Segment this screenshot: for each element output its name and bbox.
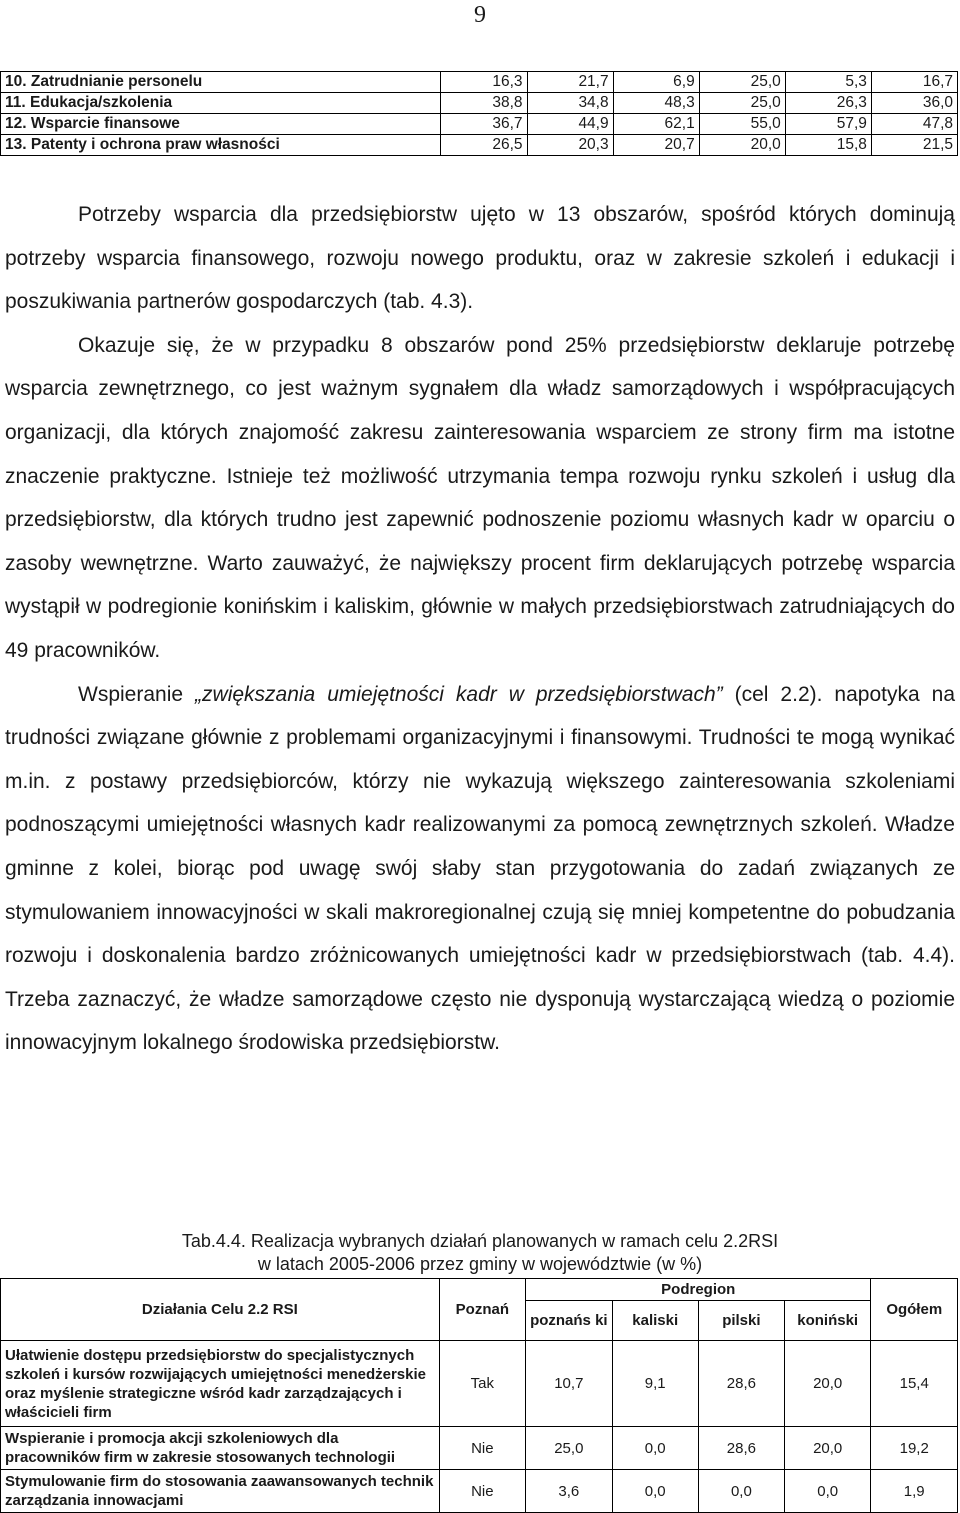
row-value: 36,0 — [871, 93, 957, 114]
poznan-value: Tak — [439, 1341, 525, 1427]
ogolem-value: 1,9 — [871, 1470, 958, 1513]
row-value: 34,8 — [527, 93, 613, 114]
page-number: 9 — [474, 2, 486, 28]
row-value: 48,3 — [613, 93, 699, 114]
table-caption — [0, 1230, 960, 1276]
paragraph-3-italic: „zwiększania umiejętności kadr w przedsiębiorstwach” — [195, 682, 723, 706]
header-sub-2: pilski — [698, 1301, 784, 1341]
top-table-row — [1, 93, 958, 114]
header-sub-1: kaliski — [612, 1301, 698, 1341]
row-value: 21,7 — [527, 72, 613, 93]
row-value: 21,5 — [871, 135, 957, 156]
header-sub-0: poznańs ki — [526, 1301, 613, 1341]
row-value: 44,9 — [527, 114, 613, 135]
row-value: 16,7 — [871, 72, 957, 93]
top-table — [0, 71, 958, 156]
row-value: 47,8 — [871, 114, 957, 135]
subregion-value: 28,6 — [698, 1341, 784, 1427]
row-value: 20,7 — [613, 135, 699, 156]
header-poznan: Poznań — [439, 1279, 525, 1341]
row-value: 15,8 — [785, 135, 871, 156]
ogolem-value: 15,4 — [871, 1341, 958, 1427]
row-value: 38,8 — [441, 93, 527, 114]
row-value: 57,9 — [785, 114, 871, 135]
subregion-value: 0,0 — [612, 1427, 698, 1470]
row-label: 10. Zatrudnianie personelu — [1, 72, 441, 93]
header-actions: Działania Celu 2.2 RSI — [1, 1279, 440, 1341]
subregion-value: 20,0 — [784, 1427, 871, 1470]
poznan-value: Nie — [439, 1470, 525, 1513]
row-value: 25,0 — [699, 93, 785, 114]
row-value: 16,3 — [441, 72, 527, 93]
action-label: Stymulowanie firm do stosowania zaawansowanych technik zarządzania innowacjami — [1, 1470, 440, 1513]
subregion-value: 0,0 — [612, 1470, 698, 1513]
subregion-value: 0,0 — [698, 1470, 784, 1513]
paragraph-1: Potrzeby wsparcia dla przedsiębiorstw ujęto w 13 obszarów, spośród których dominują potrzeby wsparcia finansowego, rozwoju nowego produktu, oraz w zakresie szkoleń i edukacji i poszukiwania partnerów gospodarczych (tab. 4.3). — [5, 203, 955, 314]
header-ogolem: Ogółem — [871, 1279, 958, 1341]
row-value: 20,0 — [699, 135, 785, 156]
caption-line-1: Tab.4.4. Realizacja wybranych działań planowanych w ramach celu 2.2RSI — [181, 1231, 779, 1251]
paragraph-3-start: Wspieranie — [78, 682, 196, 706]
subregion-value: 28,6 — [698, 1427, 784, 1470]
row-value: 62,1 — [613, 114, 699, 135]
header-sub-3: koniński — [784, 1301, 871, 1341]
poznan-value: Nie — [439, 1427, 525, 1470]
action-row — [1, 1341, 958, 1427]
row-label: 13. Patenty i ochrona praw własności — [1, 135, 441, 156]
subregion-value: 20,0 — [784, 1341, 871, 1427]
ogolem-value: 19,2 — [871, 1427, 958, 1470]
top-table-row — [1, 114, 958, 135]
top-table-row — [1, 72, 958, 93]
action-label: Wspieranie i promocja akcji szkoleniowych dla pracowników firm w zakresie stosowanych technologii — [1, 1427, 440, 1470]
caption-line-2: w latach 2005-2006 przez gminy w województwie (w %) — [257, 1254, 703, 1274]
action-label: Ułatwienie dostępu przedsiębiorstw do specjalistycznych szkoleń i kursów rozwijających umiejętności menedżerskie oraz myślenie strategiczne wśród kadr zarządzających i właścicieli firm — [1, 1341, 440, 1427]
row-value: 26,5 — [441, 135, 527, 156]
subregion-value: 3,6 — [526, 1470, 613, 1513]
action-row — [1, 1470, 958, 1513]
body-text — [5, 193, 955, 1065]
top-table-row — [1, 135, 958, 156]
subregion-value: 10,7 — [526, 1341, 613, 1427]
row-value: 5,3 — [785, 72, 871, 93]
paragraph-3 — [5, 673, 955, 1065]
row-value: 6,9 — [613, 72, 699, 93]
row-label: 11. Edukacja/szkolenia — [1, 93, 441, 114]
subregion-value: 0,0 — [784, 1470, 871, 1513]
row-label: 12. Wsparcie finansowe — [1, 114, 441, 135]
header-podregion: Podregion — [526, 1279, 871, 1301]
row-value: 26,3 — [785, 93, 871, 114]
subregion-value: 9,1 — [612, 1341, 698, 1427]
subregion-value: 25,0 — [526, 1427, 613, 1470]
action-row — [1, 1427, 958, 1470]
row-value: 20,3 — [527, 135, 613, 156]
paragraph-2: Okazuje się, że w przypadku 8 obszarów pond 25% przedsiębiorstw deklaruje potrzebę wsparcia zewnętrznego, co jest ważnym sygnałem dla władz samorządowych i współpracujących organizacji, dla których znajomość zakresu zainteresowania wsparciem ze strony firm ma istotne znaczenie praktyczne. Istnieje też możliwość utrzymania tempa rozwoju rynku szkoleń i usług dla przedsiębiorstw, dla których trudno jest zapewnić podnoszenie poziomu własnych kadr w oparciu o zasoby wewnętrzne. Warto zauważyć, że największy procent firm deklarujących potrzebę wsparcia wystąpił w podregionie konińskim i kaliskim, głównie w małych przedsiębiorstwach zatrudniających do 49 pracowników. — [5, 333, 955, 662]
row-value: 36,7 — [441, 114, 527, 135]
row-value: 25,0 — [699, 72, 785, 93]
paragraph-3-rest: (cel 2.2). napotyka na trudności związane głównie z problemami organizacyjnymi i finansowymi. Trudności te mogą wynikać m.in. z postawy przedsiębiorców, którzy nie wykazują większego zainteresowania szkoleniami podnoszącymi umiejętności własnych kadr realizowanymi za pomocą zewnętrznych szkoleń. Władze gminne z kolei, biorąc pod uwagę swój słaby stan przygotowania do zadań związanych ze stymulowaniem innowacyjności w skali makroregionalnej czują się mniej kompetentne do pobudzania rozwoju i doskonalenia bardzo zróżnicowanych umiejętności kadr w przedsiębiorstwach (tab. 4.4). Trzeba zaznaczyć, że władze samorządowe często nie dysponują wystarczającą wiedzą o poziomie innowacyjnym lokalnego środowiska przedsiębiorstw. — [5, 682, 955, 1055]
bottom-table — [0, 1278, 958, 1513]
row-value: 55,0 — [699, 114, 785, 135]
